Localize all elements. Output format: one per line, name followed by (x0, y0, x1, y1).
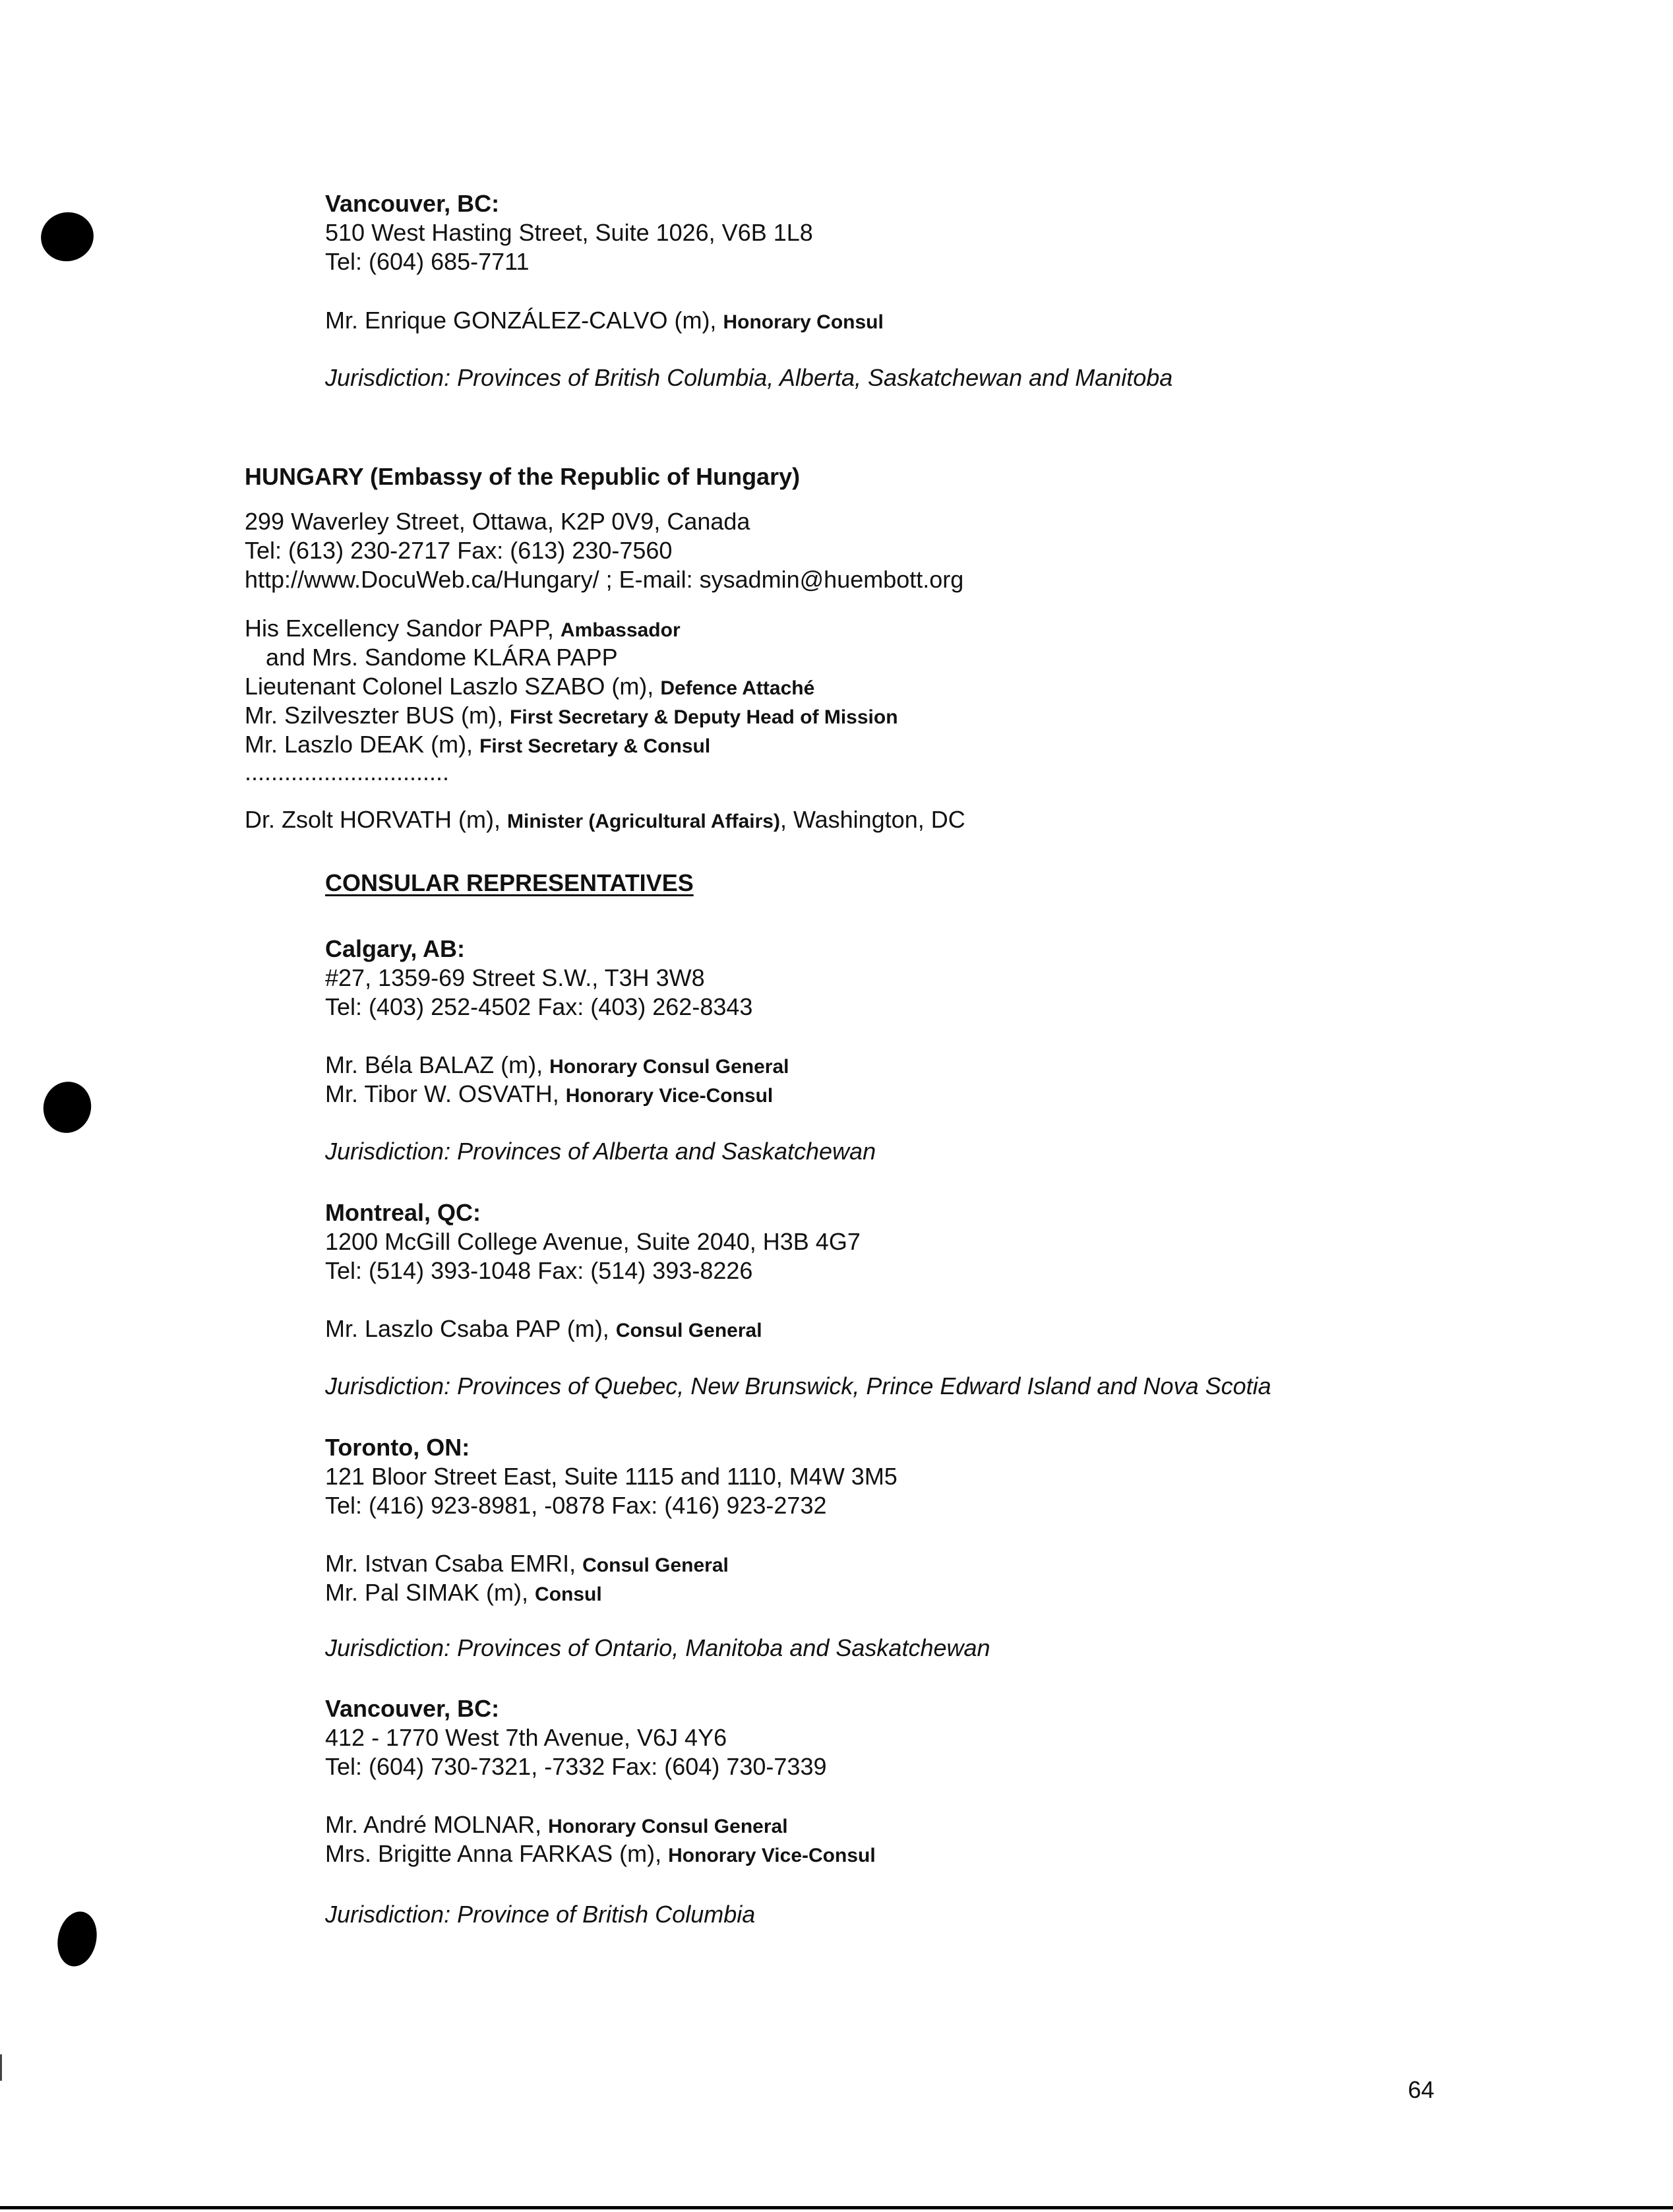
telephone-fax: Tel: (416) 923-8981, -0878 Fax: (416) 923-2732 (325, 1492, 827, 1519)
jurisdiction: Jurisdiction: Provinces of British Columbia, Alberta, Saskatchewan and Manitoba (325, 364, 1173, 391)
country-heading: HUNGARY (Embassy of the Republic of Hungary) (245, 463, 801, 490)
spouse-entry: and Mrs. Sandome KLÁRA PAPP (266, 644, 618, 671)
address: 121 Bloor Street East, Suite 1115 and 1110, M4W 3M5 (325, 1463, 897, 1490)
address: 1200 McGill College Avenue, Suite 2040, H3B 4G7 (325, 1228, 861, 1255)
person-name: Mr. Enrique GONZÁLEZ-CALVO (m), (325, 307, 723, 334)
punch-hole (36, 207, 98, 266)
person-title: Honorary Consul General (549, 1056, 789, 1078)
person-entry (325, 1051, 789, 1081)
jurisdiction: Jurisdiction: Province of British Columbia (325, 1901, 756, 1928)
person-entry (325, 307, 884, 336)
person-title: First Secretary & Deputy Head of Mission (510, 706, 898, 728)
city-heading: Vancouver, BC: (325, 190, 500, 217)
city-heading: Calgary, AB: (325, 935, 466, 962)
person-entry (245, 806, 965, 836)
bottom-rule (0, 2206, 1673, 2209)
person-entry (325, 1811, 788, 1841)
person-name: Mr. Laszlo Csaba PAP (m), (325, 1315, 616, 1342)
person-name: Mr. Pal SIMAK (m), (325, 1579, 535, 1606)
person-name: His Excellency Sandor PAPP, (245, 615, 561, 642)
address: #27, 1359-69 Street S.W., T3H 3W8 (325, 964, 705, 991)
person-entry (245, 731, 710, 760)
person-name: Mr. Laszlo DEAK (m), (245, 731, 480, 758)
punch-hole (53, 1908, 102, 1970)
person-name: Mr. Tibor W. OSVATH, (325, 1080, 566, 1107)
scan-mark (0, 2054, 2, 2081)
dotted-separator: ............................... (245, 758, 450, 785)
address: 412 - 1770 West 7th Avenue, V6J 4Y6 (325, 1724, 727, 1751)
person-name: Mr. André MOLNAR, (325, 1811, 549, 1838)
person-title: Ambassador (560, 619, 681, 641)
page-number: 64 (1408, 2076, 1435, 2103)
person-entry (245, 615, 681, 644)
person-entry (245, 702, 898, 731)
person-name: Lieutenant Colonel Laszlo SZABO (m), (245, 673, 661, 700)
person-name: Mr. Béla BALAZ (m), (325, 1051, 550, 1078)
telephone-fax: Tel: (613) 230-2717 Fax: (613) 230-7560 (245, 537, 673, 564)
jurisdiction: Jurisdiction: Provinces of Ontario, Manitoba and Saskatchewan (325, 1634, 990, 1661)
telephone-fax: Tel: (514) 393-1048 Fax: (514) 393-8226 (325, 1257, 753, 1284)
city-heading: Montreal, QC: (325, 1199, 481, 1226)
person-name: Mrs. Brigitte Anna FARKAS (m), (325, 1840, 669, 1867)
jurisdiction: Jurisdiction: Provinces of Quebec, New Brunswick, Prince Edward Island and Nova Scotia (325, 1372, 1271, 1399)
city-heading: Toronto, ON: (325, 1434, 470, 1461)
person-name: Dr. Zsolt HORVATH (m), (245, 806, 508, 833)
section-heading: CONSULAR REPRESENTATIVES (325, 869, 694, 896)
person-name: Mr. Istvan Csaba EMRI, (325, 1550, 583, 1577)
person-title: Honorary Consul General (548, 1816, 788, 1837)
person-name: Mr. Szilveszter BUS (m), (245, 702, 510, 729)
person-title: Honorary Vice-Consul (668, 1845, 876, 1866)
web-email: http://www.DocuWeb.ca/Hungary/ ; E-mail: sysadmin@huembott.org (245, 566, 964, 593)
person-entry (245, 673, 814, 702)
telephone: Tel: (604) 685-7711 (325, 248, 530, 275)
person-title: Consul General (582, 1554, 729, 1576)
person-entry (325, 1550, 729, 1580)
person-entry (325, 1315, 762, 1345)
jurisdiction: Jurisdiction: Provinces of Alberta and Saskatchewan (325, 1138, 876, 1165)
person-title: Honorary Consul (723, 311, 884, 333)
telephone-fax: Tel: (403) 252-4502 Fax: (403) 262-8343 (325, 993, 753, 1020)
person-title: Defence Attaché (660, 677, 815, 699)
telephone-fax: Tel: (604) 730-7321, -7332 Fax: (604) 730-7339 (325, 1753, 827, 1780)
city-heading: Vancouver, BC: (325, 1695, 500, 1722)
punch-hole (38, 1076, 97, 1138)
address: 299 Waverley Street, Ottawa, K2P 0V9, Canada (245, 508, 750, 535)
person-entry (325, 1579, 602, 1609)
person-location: , Washington, DC (779, 806, 965, 833)
person-title: Honorary Vice-Consul (565, 1085, 774, 1107)
person-entry (325, 1840, 876, 1870)
person-title: Minister (Agricultural Affairs) (507, 811, 780, 832)
address: 510 West Hasting Street, Suite 1026, V6B 1L8 (325, 219, 813, 246)
person-entry (325, 1080, 773, 1110)
person-title: First Secretary & Consul (479, 735, 711, 757)
person-title: Consul General (615, 1320, 762, 1341)
person-title: Consul (535, 1583, 602, 1605)
